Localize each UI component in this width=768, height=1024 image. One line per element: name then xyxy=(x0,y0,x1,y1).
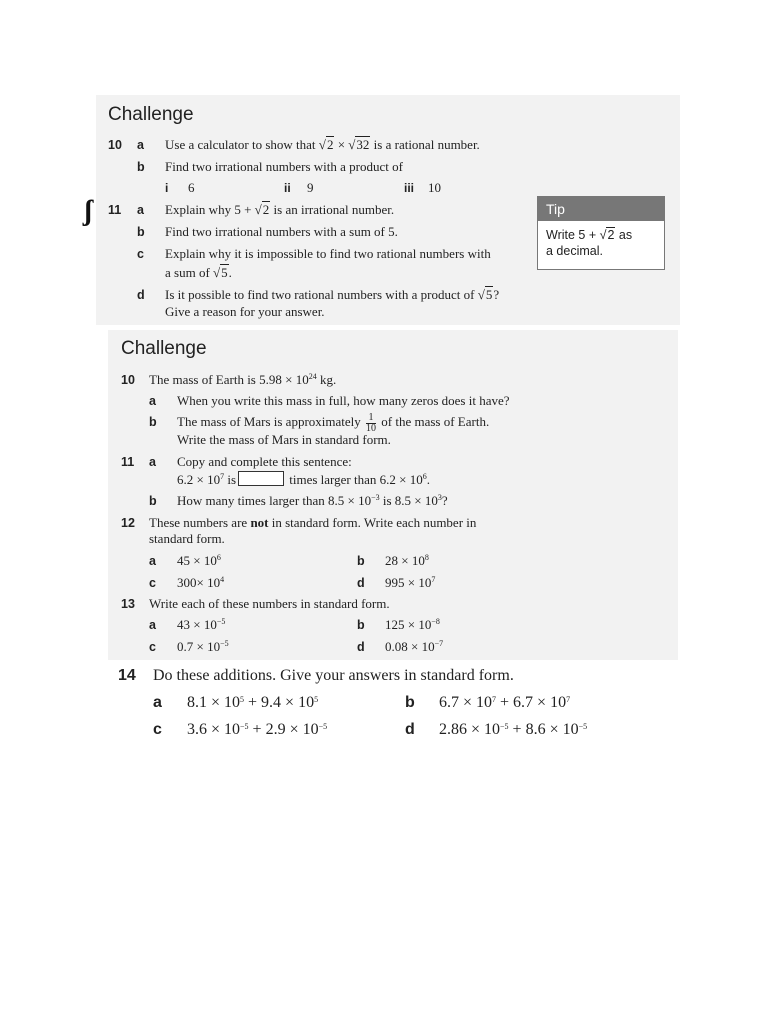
q11c-text-2: a sum of √5. xyxy=(165,265,232,280)
s2-q12d-label: d xyxy=(357,576,365,590)
s2-q12a-label: a xyxy=(149,554,156,568)
fraction-one-tenth: $\frac{1}{10}$ xyxy=(366,411,377,434)
s2-q12b-label: b xyxy=(357,554,365,568)
s2-q13b-label: b xyxy=(357,618,365,632)
q11d-label: d xyxy=(137,288,145,302)
tip-box xyxy=(537,196,665,270)
s2-q11a-text: Copy and complete this sentence: xyxy=(177,454,352,469)
handwritten-margin-mark: ʃ xyxy=(84,196,93,227)
q11d-text-2: Give a reason for your answer. xyxy=(165,304,325,319)
s2-q13-text: Write each of these numbers in standard form. xyxy=(149,596,390,611)
q10b-text: Find two irrational numbers with a product of xyxy=(165,159,403,174)
s2-q13-number: 13 xyxy=(121,597,135,611)
s2-q12a-value: $45 \times 10^6$ xyxy=(177,553,221,568)
tip-body xyxy=(538,221,664,265)
q11b-label: b xyxy=(137,225,145,239)
q10-number: 10 xyxy=(108,138,122,152)
section-2-heading: Challenge xyxy=(121,338,207,359)
q10b-ii-value: 9 xyxy=(307,180,314,195)
tip-line-1: Write 5 + √2 as xyxy=(546,228,633,242)
tip-line-2: a decimal. xyxy=(546,244,603,258)
s3-q14a-label: a xyxy=(153,694,162,711)
s2-q13a-value: $43 \times 10^{-5}$ xyxy=(177,617,226,632)
q11b-text: Find two irrational numbers with a sum of 5. xyxy=(165,224,398,239)
s2-q12d-value: $995 \times 10^7$ xyxy=(385,575,436,590)
s3-q14-number: 14 xyxy=(118,667,136,684)
s3-q14c-label: c xyxy=(153,721,162,738)
q11a-text: Explain why 5 + √2 is an irrational number. xyxy=(165,202,395,217)
q10b-ii-label: ii xyxy=(284,181,291,195)
s2-q13b-value: $125 \times 10^{-8}$ xyxy=(385,617,440,632)
s3-q14a-value: $8.1 \times 10^5 + 9.4 \times 10^5$ xyxy=(187,694,319,711)
s3-q14d-value: $2.86 \times 10^{-5} + 8.6 \times 10^{-5}$ xyxy=(439,721,588,738)
q10b-i-label: i xyxy=(165,181,169,195)
s2-q12c-label: c xyxy=(149,576,156,590)
s2-q10b-text-2: Write the mass of Mars in standard form. xyxy=(177,432,391,447)
s2-q12-text-1: These numbers are not in standard form. Write each number in xyxy=(149,515,477,530)
s2-q12b-value: $28 \times 10^8$ xyxy=(385,553,429,568)
s3-q14b-label: b xyxy=(405,694,415,711)
s2-q11a-sentence: $6.2 \times 10^7$ is times larger than $6.2 \times 10^6$. xyxy=(177,472,430,487)
section-1-heading: Challenge xyxy=(108,104,194,125)
s2-q13d-value: $0.08 \times 10^{-7}$ xyxy=(385,639,444,654)
s2-q11-number: 11 xyxy=(121,455,135,469)
q11a-label: a xyxy=(137,203,144,217)
q11c-text-1: Explain why it is impossible to find two rational numbers with xyxy=(165,246,491,261)
s3-q14b-value: $6.7 \times 10^7 + 6.7 \times 10^7$ xyxy=(439,694,571,711)
s2-q10b-text-1: The mass of Mars is approximately $\frac{1}{10}$ of the mass of Earth. xyxy=(177,411,490,434)
s2-q10b-label: b xyxy=(149,415,157,429)
q10b-iii-label: iii xyxy=(404,181,415,195)
s2-q13a-label: a xyxy=(149,618,156,632)
s2-q10a-text: When you write this mass in full, how many zeros does it have? xyxy=(177,393,510,408)
q11d-text-1: Is it possible to find two rational numbers with a product of √5? xyxy=(165,287,500,302)
q10a-text: Use a calculator to show that √2 × √32 is a rational number. xyxy=(165,137,480,152)
s2-q11b-text: How many times larger than $8.5 \times 10^{-3}$ is $8.5 \times 10^3$? xyxy=(177,493,448,508)
q11c-label: c xyxy=(137,247,144,261)
q11-number: 11 xyxy=(108,203,122,217)
tip-title: Tip xyxy=(538,197,664,221)
s2-q13d-label: d xyxy=(357,640,365,654)
q10a-label: a xyxy=(137,138,144,152)
s2-q10-number: 10 xyxy=(121,373,135,387)
q10b-iii-value: 10 xyxy=(428,180,441,195)
s2-q11b-label: b xyxy=(149,494,157,508)
s2-q10-text: The mass of Earth is $5.98 \times 10^{24}$ kg. xyxy=(149,372,337,387)
s3-q14c-value: $3.6 \times 10^{-5} + 2.9 \times 10^{-5}$ xyxy=(187,721,328,738)
q10b-label: b xyxy=(137,160,145,174)
s2-q13c-label: c xyxy=(149,640,156,654)
s3-q14-text: Do these additions. Give your answers in standard form. xyxy=(153,667,514,684)
s2-q12-text-2: standard form. xyxy=(149,531,225,546)
answer-blank-box xyxy=(238,471,284,486)
s2-q10a-label: a xyxy=(149,394,156,408)
s2-q12c-value: $300\times 10^4$ xyxy=(177,575,225,590)
s3-q14d-label: d xyxy=(405,721,415,738)
s2-q12-number: 12 xyxy=(121,516,135,530)
s2-q11a-label: a xyxy=(149,455,156,469)
s2-q13c-value: $0.7 \times 10^{-5}$ xyxy=(177,639,229,654)
q10b-i-value: 6 xyxy=(188,180,195,195)
